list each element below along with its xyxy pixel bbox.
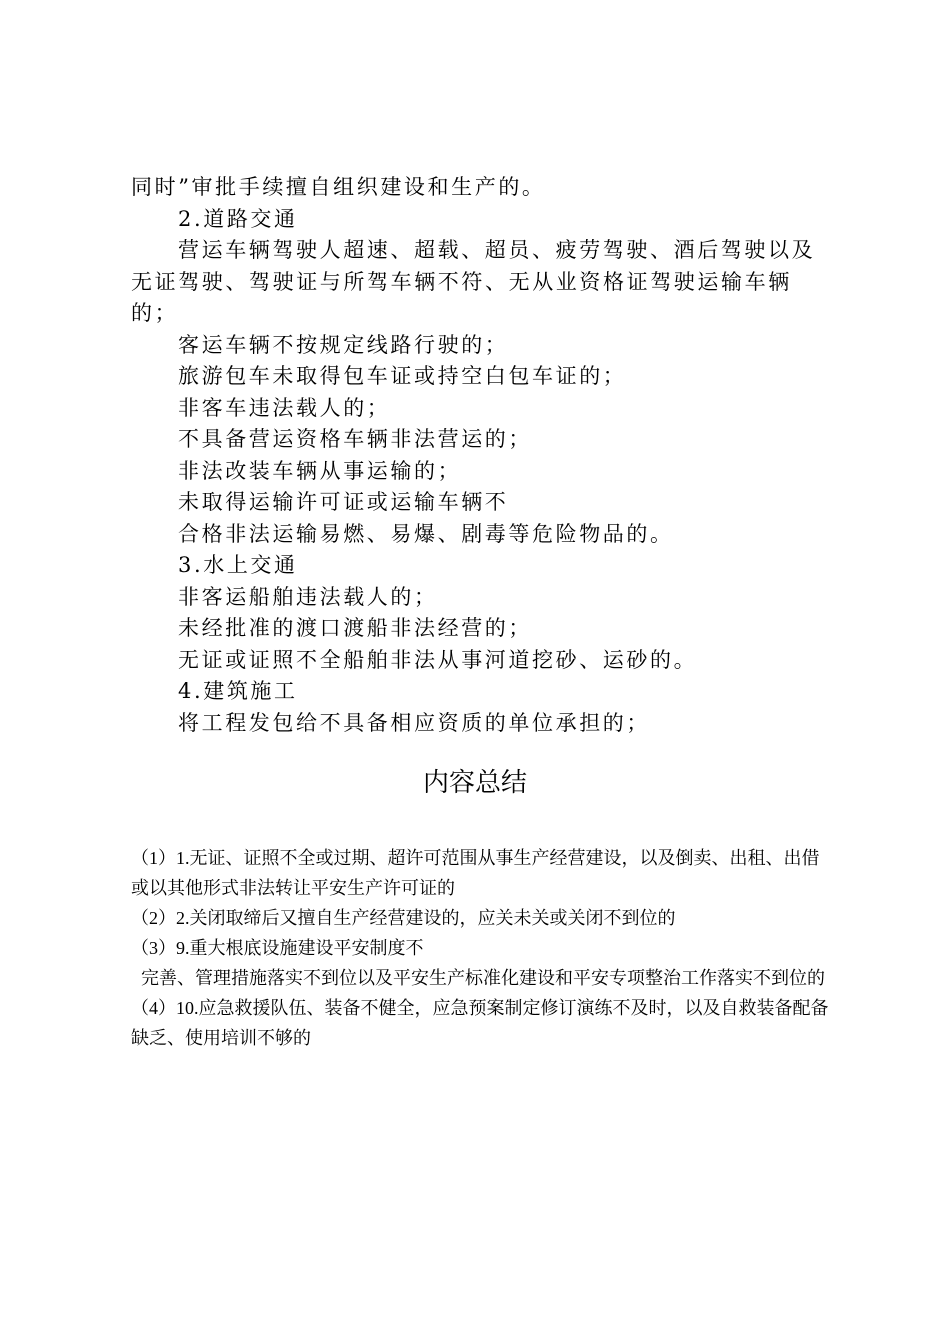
list-item: 未经批准的渡口渡船非法经营的； (178, 616, 532, 640)
list-item: 非客车违法载人的； (178, 395, 391, 420)
list-item: 非客运船舶违法载人的； (178, 584, 438, 609)
summary-item: （1）1.无证、证照不全或过期、超许可范围从事生产经营建设，以及倒卖、出租、出借或以其他形式非法转让平安生产许可证的 (131, 848, 820, 898)
list-item: 将工程发包给不具备相应资质的单位承担的； (178, 710, 650, 735)
list-item: 不具备营运资格车辆非法营运的； (178, 427, 532, 451)
list-item: 无证或证照不全船舶非法从事河道挖砂、运砂的。 (178, 647, 698, 672)
list-item: 未取得运输许可证或运输车辆不 (178, 490, 509, 514)
list-item: 旅游包车未取得包车证或持空白包车证的； (178, 364, 627, 388)
list-item: 非法改装车辆从事运输的； (178, 458, 462, 483)
summary-list (131, 843, 831, 1053)
paragraph: 同时”审批手续擅自组织建设和生产的。 (131, 175, 546, 199)
section-heading-water-traffic: 3.水上交通 (178, 553, 298, 577)
section-heading-road-traffic: 2.道路交通 (178, 206, 298, 231)
section-heading-construction: 4.建筑施工 (178, 679, 298, 703)
list-item: 客运车辆不按规定线路行驶的； (178, 332, 509, 357)
summary-title: 内容总结 (422, 768, 527, 797)
summary-item: （4）10.应急救援队伍、装备不健全，应急预案制定修订演练不及时，以及自救装备配备缺乏、使用培训不够的 (131, 998, 829, 1048)
summary-item: 完善、管理措施落实不到位以及平安生产标准化建设和平安专项整治工作落实不到位的 (141, 968, 825, 988)
summary-item: （3）9.重大根底设施建设平安制度不 (131, 938, 424, 958)
body-text (131, 172, 831, 739)
list-item: 合格非法运输易燃、易爆、剧毒等危险物品的。 (178, 521, 674, 546)
summary-item: （2）2.关闭取缔后又擅自生产经营建设的，应关未关或关闭不到位的 (131, 908, 676, 928)
paragraph: 营运车辆驾驶人超速、超载、超员、疲劳驾驶、酒后驾驶以及无证驾驶、驾驶证与所驾车辆不符、无从业资格证驾驶运输车辆的； (131, 238, 816, 325)
